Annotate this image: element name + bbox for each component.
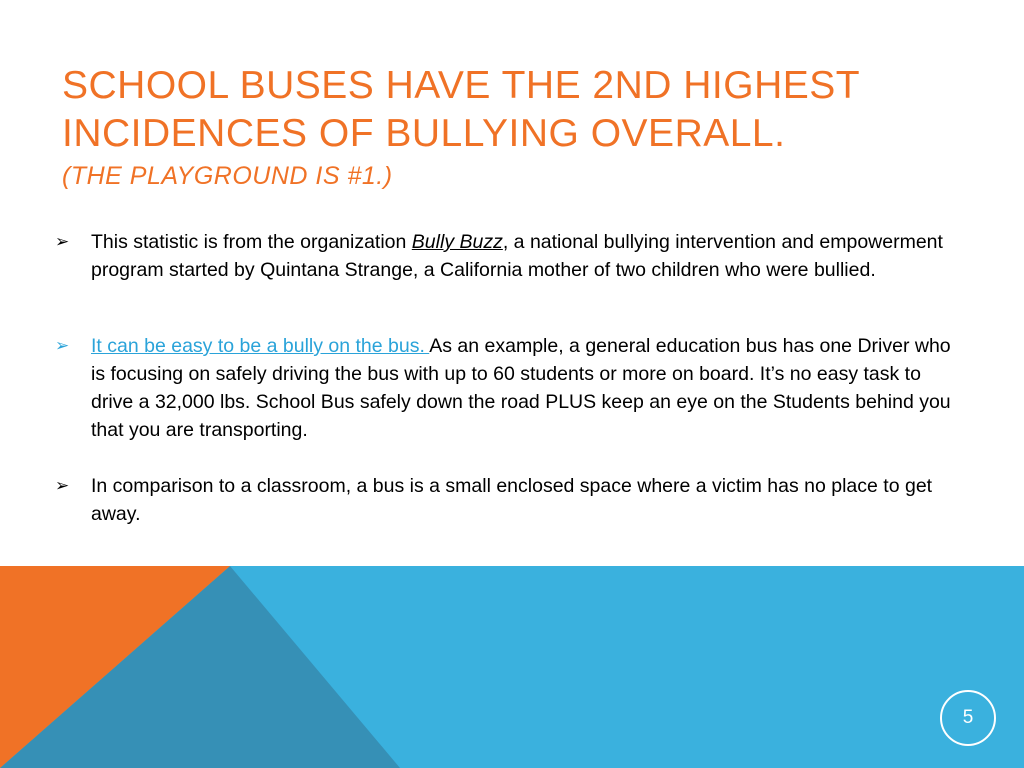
page-number: 5 bbox=[940, 690, 996, 746]
arrow-bullet-icon: ➢ bbox=[55, 232, 70, 251]
bullet-2-text: As an example, a general education bus has one Driver who is focusing on safely driving the bus with up to 60 students or more on board. It’s no easy task to drive a 32,000 lbs. School Bus safely down the road PLUS keep an eye on the Students behind you that you are transporting. bbox=[91, 335, 951, 441]
arrow-bullet-icon: ➢ bbox=[55, 336, 70, 355]
slide-title bbox=[62, 62, 962, 192]
title-subtitle: (THE PLAYGROUND IS #1.) bbox=[62, 162, 393, 190]
arrow-bullet-icon: ➢ bbox=[55, 476, 70, 495]
bully-on-bus-link[interactable]: It can be easy to be a bully on the bus. bbox=[91, 335, 430, 357]
bullet-list bbox=[55, 228, 960, 528]
bullet-item-2 bbox=[55, 332, 960, 444]
bullet-item-3 bbox=[55, 472, 960, 528]
bullet-1-text-start: This statistic is from the organization bbox=[91, 231, 412, 253]
bullet-1-text-end: , a national bullying intervention and empowerment program started by Quintana Strange, a California mother of two children who were bullied. bbox=[91, 231, 943, 281]
title-line-1: SCHOOL BUSES HAVE THE 2ND HIGHEST bbox=[62, 64, 861, 107]
bullet-3-text: In comparison to a classroom, a bus is a small enclosed space where a victim has no place to get away. bbox=[91, 475, 933, 525]
title-line-2: INCIDENCES OF BULLYING OVERALL. bbox=[62, 112, 786, 155]
bullet-item-1 bbox=[55, 228, 960, 284]
footer-decoration bbox=[0, 566, 1024, 768]
bully-buzz-emphasis: Bully Buzz bbox=[411, 231, 503, 253]
